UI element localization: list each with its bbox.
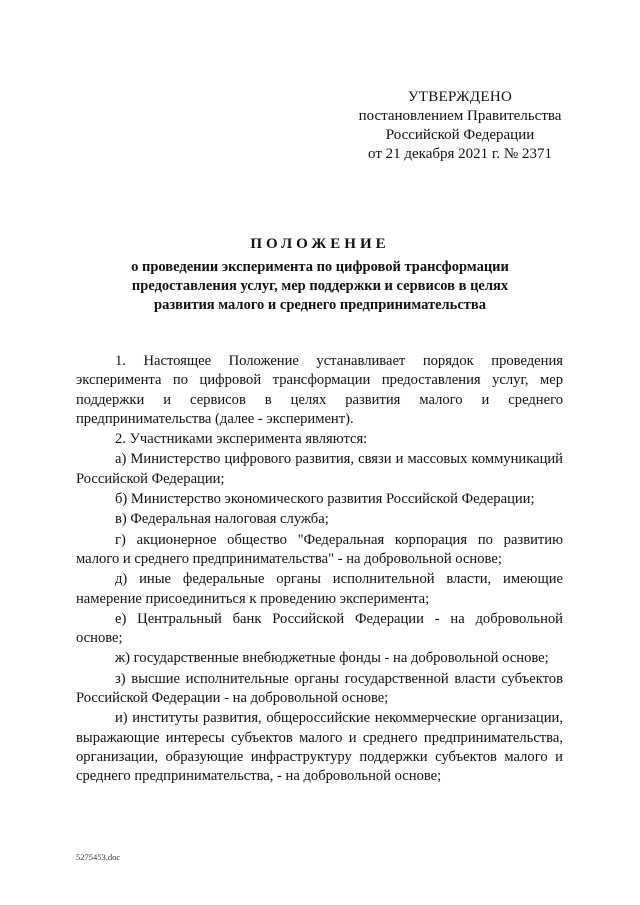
list-item-z: з) высшие исполнительные органы государственной власти субъектов Российской Федерации - на добровольной основе; [76, 670, 563, 707]
list-item-b: б) Министерство экономического развития Российской Федерации; [115, 491, 535, 508]
list-item-i: и) институты развития, общероссийские некоммерческие организации, выражающие интересы субъектов малого и среднего предпринимательства, организации, образующие инфраструктуру поддержки субъектов малого и среднего предпринимательства, - на добровольной основе; [76, 710, 563, 785]
list-item-d: д) иные федеральные органы исполнительной власти, имеющие намерение присоединиться к проведению эксперимента; [76, 571, 563, 607]
list-item-a: а) Министерство цифрового развития, связи и массовых коммуникаций Российской Федерации; [76, 451, 563, 487]
approval-stamp [340, 88, 580, 164]
document-title: ПОЛОЖЕНИЕ [250, 236, 390, 252]
document-subtitle: о проведении эксперимента по цифровой трансформации предоставления услуг, мер поддержки и сервисов в целях развития малого и среднего предпринимательства [131, 259, 509, 313]
list-item-e: е) Центральный банк Российской Федерации - на добровольной основе; [76, 610, 563, 647]
document-body [76, 352, 563, 788]
approval-line-government: Российской Федерации [385, 127, 535, 143]
paragraph-1: 1. Настоящее Положение устанавливает порядок проведения эксперимента по цифровой трансформации предоставления услуг, мер поддержки и сервисов в целях развития малого и среднего предпринимательства (далее - эксперимент). [76, 353, 563, 427]
approval-heading: УТВЕРЖДЕНО [407, 89, 513, 105]
list-item-v: в) Федеральная налоговая служба; [115, 511, 329, 528]
list-item-g: г) акционерное общество "Федеральная корпорация по развитию малого и среднего предпринимательства" - на добровольной основе; [76, 531, 563, 567]
footer-file-name: 5275453.doc [76, 852, 121, 862]
list-item-zh: ж) государственные внебюджетные фонды - на добровольной основе; [115, 650, 549, 667]
paragraph-2: 2. Участниками эксперимента являются: [115, 431, 368, 448]
approval-line-date-number: от 21 декабря 2021 г. № 2371 [368, 146, 552, 162]
approval-line-decree: постановлением Правительства [358, 108, 562, 124]
